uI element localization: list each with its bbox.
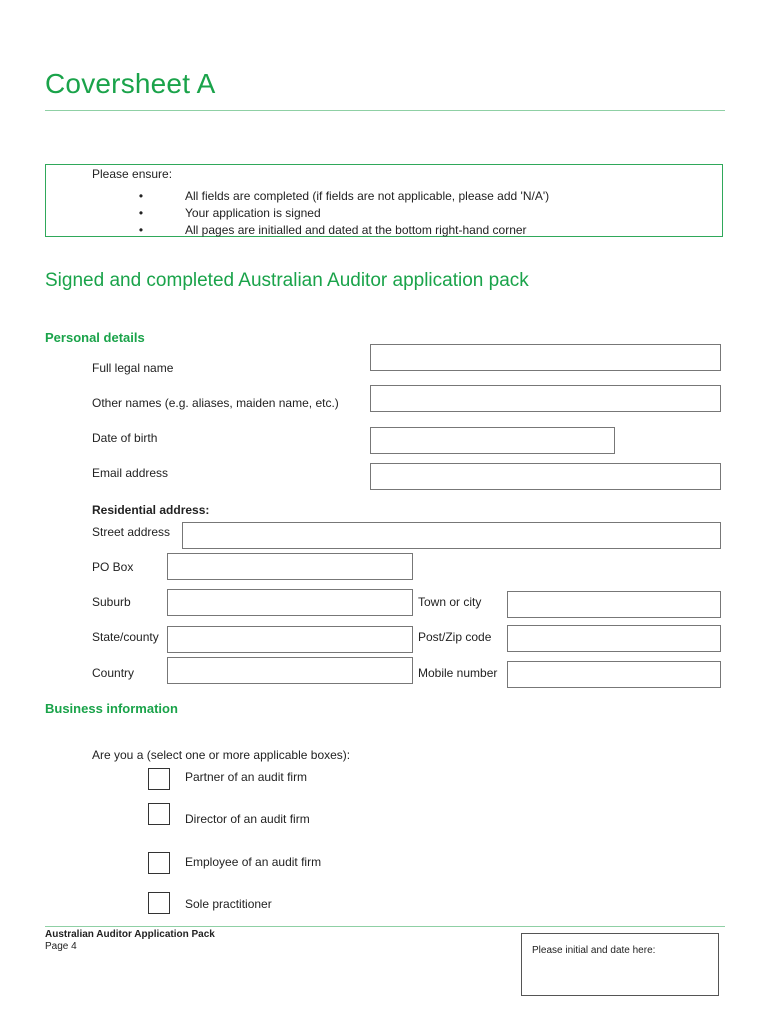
- ensure-item: All pages are initialled and dated at the bottom right-hand corner: [185, 223, 527, 237]
- state-input[interactable]: [167, 626, 413, 653]
- footer-divider: [45, 926, 725, 927]
- town-input[interactable]: [507, 591, 721, 618]
- sole-practitioner-checkbox[interactable]: [148, 892, 170, 914]
- pobox-label: PO Box: [92, 560, 134, 574]
- ensure-intro: Please ensure:: [92, 167, 173, 181]
- footer-page-number: Page 4: [45, 941, 77, 952]
- town-label: Town or city: [418, 595, 482, 609]
- mobile-input[interactable]: [507, 661, 721, 688]
- bullet-icon: •: [138, 189, 144, 203]
- state-label: State/county: [92, 630, 159, 644]
- business-question: Are you a (select one or more applicable boxes):: [92, 748, 351, 762]
- postcode-label: Post/Zip code: [418, 630, 492, 644]
- email-label: Email address: [92, 466, 169, 480]
- ensure-item: All fields are completed (if fields are not applicable, please add 'N/A'): [185, 189, 550, 203]
- suburb-label: Suburb: [92, 595, 131, 609]
- business-info-heading: Business information: [45, 701, 178, 716]
- ensure-item: Your application is signed: [185, 206, 321, 220]
- footer-pack-title: Australian Auditor Application Pack: [45, 929, 215, 940]
- other-names-input[interactable]: [370, 385, 721, 412]
- employee-checkbox[interactable]: [148, 852, 170, 874]
- country-label: Country: [92, 666, 135, 680]
- sole-practitioner-option-label: Sole practitioner: [185, 897, 272, 911]
- employee-option-label: Employee of an audit firm: [185, 855, 322, 869]
- residential-heading: Residential address:: [92, 503, 210, 517]
- full-name-label: Full legal name: [92, 361, 174, 375]
- email-input[interactable]: [370, 463, 721, 490]
- other-names-label: Other names (e.g. aliases, maiden name, etc.): [92, 396, 339, 410]
- country-input[interactable]: [167, 657, 413, 684]
- bullet-icon: •: [138, 223, 144, 237]
- partner-checkbox[interactable]: [148, 768, 170, 790]
- title-divider: [45, 110, 725, 111]
- street-label: Street address: [92, 525, 171, 539]
- partner-option-label: Partner of an audit firm: [185, 770, 308, 784]
- initial-date-label: Please initial and date here:: [532, 945, 656, 956]
- street-input[interactable]: [182, 522, 721, 549]
- postcode-input[interactable]: [507, 625, 721, 652]
- dob-input[interactable]: [370, 427, 615, 454]
- section-subtitle: Signed and completed Australian Auditor application pack: [45, 270, 529, 291]
- mobile-label: Mobile number: [418, 666, 498, 680]
- suburb-input[interactable]: [167, 589, 413, 616]
- full-name-input[interactable]: [370, 344, 721, 371]
- page-title: Coversheet A: [45, 68, 216, 99]
- pobox-input[interactable]: [167, 553, 413, 580]
- ensure-box: [45, 164, 723, 237]
- initial-date-box[interactable]: [521, 933, 719, 996]
- director-checkbox[interactable]: [148, 803, 170, 825]
- dob-label: Date of birth: [92, 431, 158, 445]
- director-option-label: Director of an audit firm: [185, 812, 310, 826]
- bullet-icon: •: [138, 206, 144, 220]
- personal-details-heading: Personal details: [45, 330, 145, 345]
